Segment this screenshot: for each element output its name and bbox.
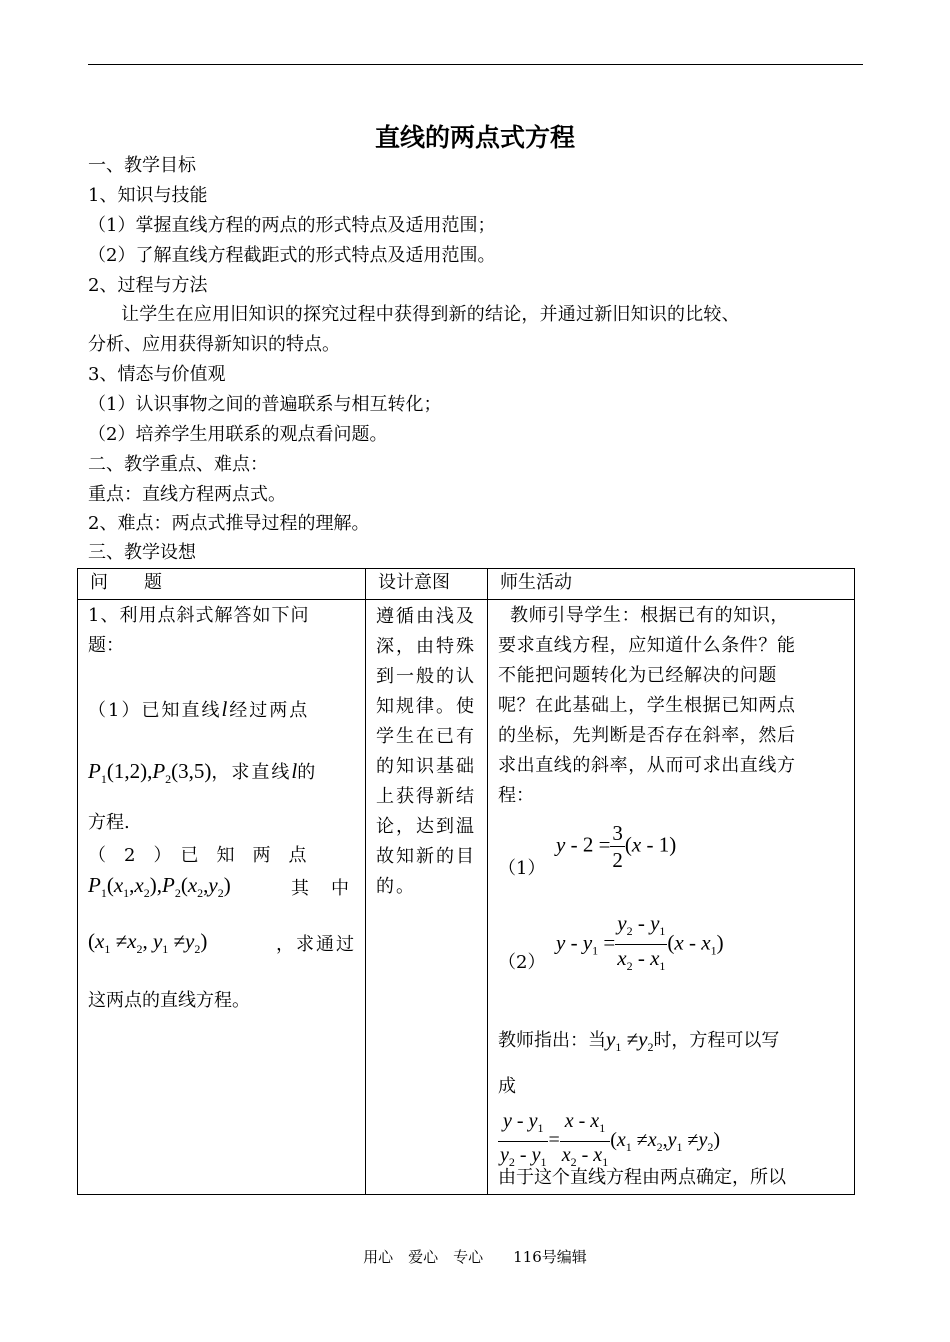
cell-problem [78,600,366,1195]
activity-line: 教师引导学生：根据已有的知识， [510,605,789,626]
header-problem: 问 题 [78,569,366,600]
math-points: $P_1(1,2),P_2(3,5)$ [88,759,212,787]
paragraph-line: 分析、应用获得新知识的特点。 [88,334,340,355]
problem-line: （ 2 ） 已 知 两 点 [88,845,307,866]
math-condition: ($x_1 \ne x_2$, $y_1 \ne y_2$) [88,929,208,957]
subsection-heading: 2、过程与方法 [88,275,208,296]
equation-2: y - $y_1$ = $\frac{y_2 - y_1}{x_2 - x_1}$ $(x - x_1)$ [556,910,724,979]
activity-line: 呢？在此基础上，学生根据已知两点 [498,695,796,716]
cell-design-intent [366,600,488,1195]
page-title: 直线的两点式方程 [374,123,575,152]
cell-activity [488,600,855,1195]
problem-line: $P_1(x_1,x_2),P_2(x_2,y_2)$ 其 中 [88,873,351,901]
header-design-intent: 设计意图 [366,569,488,600]
text-line: 2、难点：两点式推导过程的理解。 [88,513,370,534]
problem-line: ($x_1 \ne x_2$, $y_1 \ne y_2$) ，求通过 [88,929,356,957]
problem-line: $P_1(1,2),P_2(3,5)$，求直线l的 [88,759,316,787]
section-heading: 三、教学设想 [88,542,196,563]
header-rule [88,64,863,65]
math-points-general: $P_1(x_1,x_2),P_2(x_2,y_2)$ [88,873,231,901]
page-footer: 用心 爱心 专心 116号编辑 [363,1248,587,1266]
subsection-heading: 1、知识与技能 [88,185,208,206]
activity-line: 成 [498,1076,516,1097]
text-line: 重点：直线方程两点式。 [88,484,286,505]
activity-line: 教师指出：当$y_1 \ne y_2$时，方程可以写 [498,1027,780,1055]
math-l: l [221,697,230,721]
design-table [77,568,855,1195]
problem-line: 这两点的直线方程。 [88,990,250,1011]
problem-line: （1）已知直线l经过两点 [88,697,310,721]
table-header-row [78,569,855,600]
equation-two-point-form: $\frac{y - y_1}{y_2 - y_1}$ = $\frac{x - x_1}{x_2 - x_1}$ $(x_1 \ne x_2,y_1 \ne y_2)$ [498,1108,720,1175]
text-line: （2）了解直线方程截距式的形式特点及适用范围。 [88,245,496,266]
design-intent-text: 遵循由浅及深，由特殊到一般的认知规律。使学生在已有的知识基础上获得新结论，达到温故知新的目的。 [376,606,476,897]
activity-line: 的坐标，先判断是否存在斜率，然后 [498,725,796,746]
problem-line: 1、利用点斜式解答如下问 [88,605,310,626]
equation-label: （1） [498,858,546,879]
activity-line: 要求直线方程，应知道什么条件？能 [498,635,796,656]
header-activity: 师生活动 [488,569,855,600]
paragraph-line: 让学生在应用旧知识的探究过程中获得到新的结论，并通过新旧知识的比较、 [121,304,740,325]
section-heading: 一、教学目标 [88,155,196,176]
activity-line: 程： [498,785,534,806]
math-condition: $y_1 \ne y_2$ [606,1027,654,1055]
section-heading: 二、教学重点、难点： [88,454,268,475]
problem-line: 方程. [88,812,130,833]
text-line: （2）培养学生用联系的观点看问题。 [88,424,388,445]
table-row [78,600,855,1195]
subsection-heading: 3、情态与价值观 [88,364,226,385]
activity-line: 不能把问题转化为已经解决的问题 [498,665,777,686]
problem-line: 题： [88,635,124,656]
text-line: （1）认识事物之间的普遍联系与相互转化； [88,394,442,415]
text-line: （1）掌握直线方程的两点的形式特点及适用范围； [88,215,496,236]
activity-line: 由于这个直线方程由两点确定，所以 [498,1167,786,1188]
activity-line: 求出直线的斜率，从而可求出直线方 [498,755,796,776]
equation-label: （2） [498,952,546,973]
equation-1: y - 2 = $\frac{3}{2}$ (x - 1) [556,821,677,872]
